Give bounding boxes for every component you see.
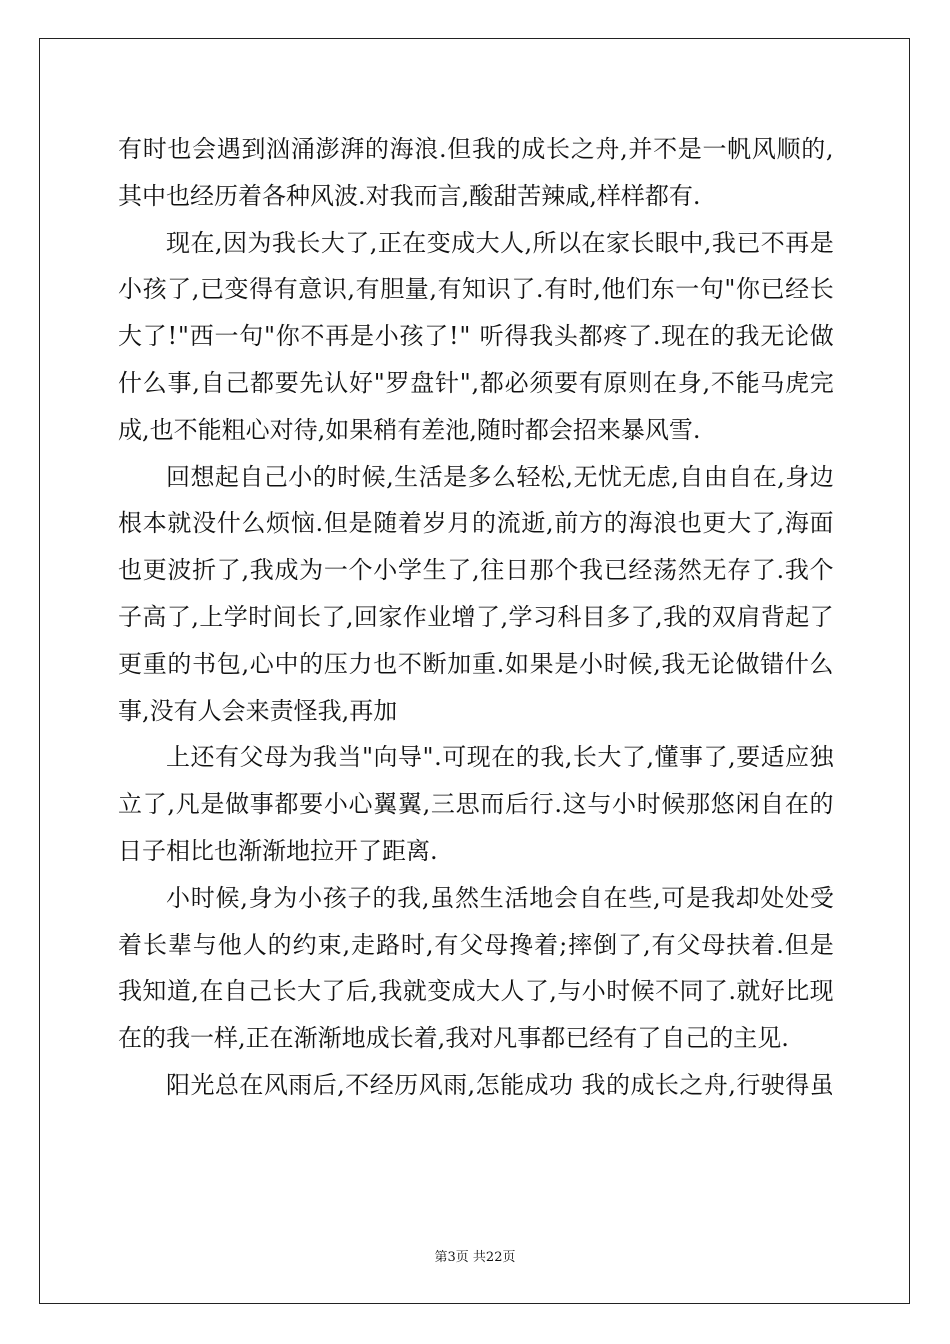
- text-line: 根 本 就 没 什 么 烦 恼 . 但 是 随 着 岁 月 的 流 逝 , 前 方 的 海 浪 也 更 大 了 , 海 面: [118, 509, 834, 538]
- text-line: 其中也经历着各种风波.对我而言,酸甜苦辣咸,样样都有.: [118, 181, 701, 210]
- text-line: 更 重 的 书 包 , 心 中 的 压 力 也 不 断 加 重 . 如 果 是 小 时 候 , 我 无 论 做 错 什 么: [118, 649, 834, 678]
- paragraph-first-line: 现 在 , 因 为 我 长 大 了 , 正 在 变 成 大 人 , 所 以 在 家 长 眼 中 , 我 已 不 再 是: [166, 228, 834, 257]
- text-line: 我 知 道 , 在 自 己 长 大 了 后 , 我 就 变 成 大 人 了 , 与 小 时 候 不 同 了 . 就 好 比 现: [118, 977, 834, 1006]
- text-line: 事,没有人会来责怪我,再加: [118, 696, 398, 725]
- paragraph-first-line: 上 还 有 父 母 为 我 当 " 向 导 " . 可 现 在 的 我 , 长 大 了 , 懂 事 了 , 要 适 应 独: [166, 743, 834, 772]
- text-line: 大 了 ! " 西 一 句 " 你 不 再 是 小 孩 了 ! " 听 得 我 头 都 疼 了 . 现 在 的 我 无 论 做: [118, 322, 834, 351]
- paragraph-first-line: 阳 光 总 在 风 雨 后 , 不 经 历 风 雨 , 怎 能 成 功 我 的 成 长 之 舟 , 行 驶 得 虽: [166, 1070, 834, 1099]
- text-line: 什 么 事 , 自 己 都 要 先 认 好 " 罗 盘 针 " , 都 必 须 要 有 原 则 在 身 , 不 能 马 虎 完: [118, 368, 834, 397]
- paragraph-first-line: 回 想 起 自 己 小 的 时 候 , 生 活 是 多 么 轻 松 , 无 忧 无 虑 , 自 由 自 在 , 身 边: [166, 462, 834, 491]
- paragraph-first-line: 小 时 候 , 身 为 小 孩 子 的 我 , 虽 然 生 活 地 会 自 在 些 , 可 是 我 却 处 处 受: [166, 883, 834, 912]
- page-number-footer: 第3页 共22页: [434, 1250, 516, 1265]
- text-line: 立 了 , 凡 是 做 事 都 要 小 心 翼 翼 , 三 思 而 后 行 . 这 与 小 时 候 那 悠 闲 自 在 的: [118, 790, 834, 819]
- text-line: 着 长 辈 与 他 人 的 约 束 , 走 路 时 , 有 父 母 搀 着 ; 摔 倒 了 , 有 父 母 扶 着 . 但 是: [118, 930, 834, 959]
- text-line: 也 更 波 折 了 , 我 成 为 一 个 小 学 生 了 , 往 日 那 个 我 已 经 荡 然 无 存 了 . 我 个: [118, 556, 834, 585]
- text-line: 成,也不能粗心对待,如果稍有差池,随时都会招来暴风雪.: [118, 415, 701, 444]
- document-body: [118, 126, 834, 1109]
- text-line: 小 孩 了 , 已 变 得 有 意 识 , 有 胆 量 , 有 知 识 了 . 有 时 , 他 们 东 一 句 " 你 已 经 长: [118, 275, 834, 304]
- text-line: 日子相比也渐渐地拉开了距离.: [118, 836, 438, 865]
- text-line: 有 时 也 会 遇 到 汹 涌 澎 湃 的 海 浪 . 但 我 的 成 长 之 舟 , 并 不 是 一 帆 风 顺 的 ,: [118, 135, 834, 163]
- text-line: 在的我一样,正在渐渐地成长着,我对凡事都已经有了自己的主见.: [118, 1024, 789, 1053]
- text-line: 子 高 了 , 上 学 时 间 长 了 , 回 家 作 业 增 了 , 学 习 科 目 多 了 , 我 的 双 肩 背 起 了: [118, 602, 834, 631]
